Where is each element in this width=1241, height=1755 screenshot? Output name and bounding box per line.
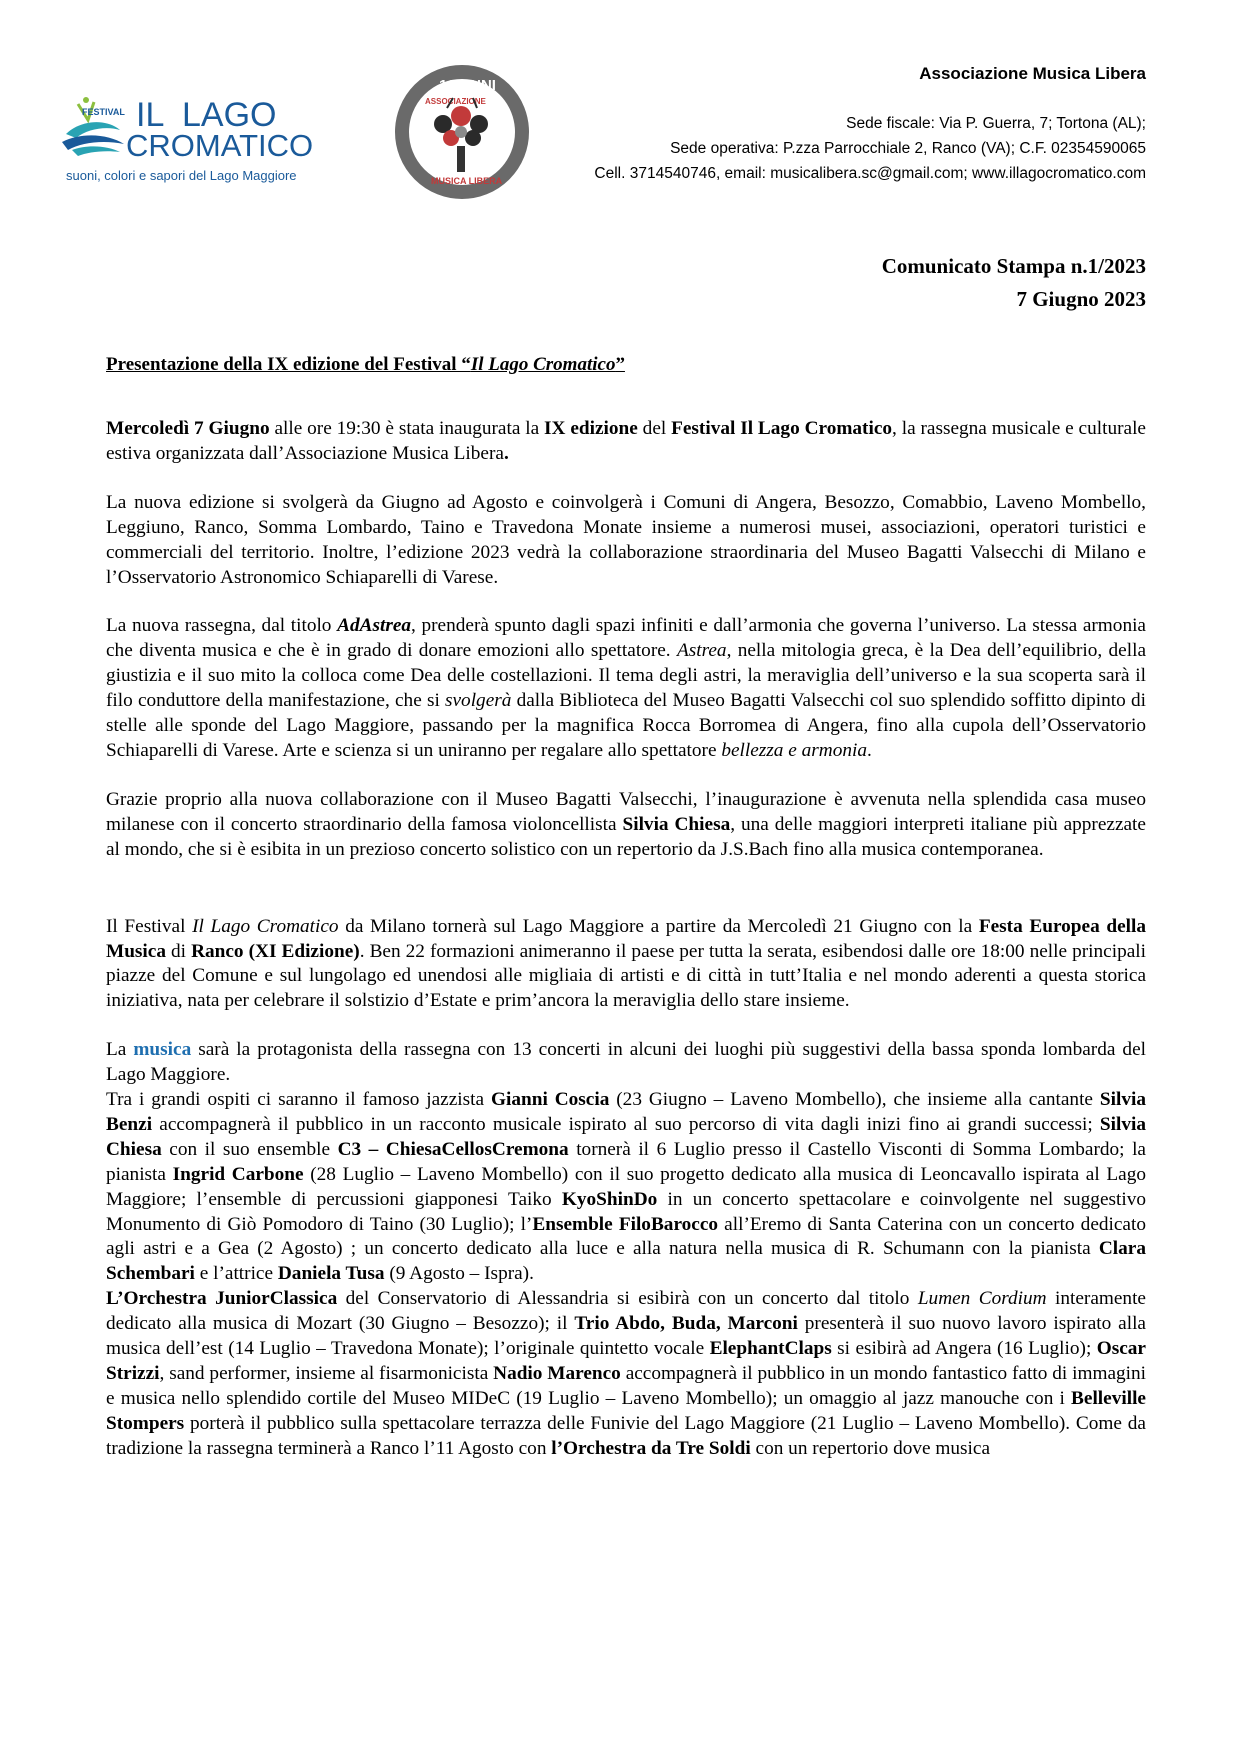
text-run: C3 – ChiesaCellosCremona [337, 1138, 569, 1160]
document-title [106, 354, 625, 376]
text-run: del Conservatorio di Alessandria si esibirà con un concerto dal titolo [337, 1288, 918, 1310]
text-run: all’Eremo di Santa Caterina con un concerto dedicato agli astri e a Gea (2 Agosto) ; un concerto dedicato alla luce e alla natura nella musica di R. Schumann con la pianista [106, 1213, 1146, 1260]
text-run: con il suo ensemble [161, 1138, 338, 1160]
text-run [337, 615, 411, 636]
text-run: Il Festival [106, 915, 193, 937]
text-run: Belleville Stompers [106, 1387, 1146, 1434]
text-run: ElephantClaps [709, 1338, 832, 1360]
logo-lago-text: LAGO [182, 96, 277, 134]
press-release-header [882, 250, 1146, 316]
text-run: L’Orchestra JuniorClassica [106, 1288, 338, 1310]
text-run: , una delle maggiori interpreti italiane più apprezzate al mondo, che si è esibita in un prezioso concerto solistico con un repertorio da J.S.Bach fino alla musica contemporanea. [106, 813, 1146, 860]
text-run: AdAstrea [337, 615, 412, 637]
text-run: porterà il pubblico sulla spettacolare terrazza delle Funivie del Lago Maggiore (21 Luglio – Laveno Mombello). Come da tradizione la rassegna terminerà a Ranco l’11 Agosto con [106, 1412, 1146, 1459]
text-run: Trio Abdo, Buda, Marconi [574, 1313, 798, 1335]
text-run: Gianni Coscia [491, 1089, 610, 1111]
text-run: Festival Il Lago Cromatico [671, 418, 893, 439]
text-run: interamente dedicato alla musica di Mozart (30 Giugno – Besozzo); il [106, 1288, 1146, 1335]
text-run: Il Lago Cromatico [192, 915, 339, 937]
text-run: Ranco (XI Edizione) [191, 940, 360, 962]
text-run: Nadio Marenco [493, 1363, 621, 1384]
paragraph [106, 491, 1146, 591]
text-run: Tra i grandi ospiti ci saranno il famoso jazzista [106, 1089, 491, 1111]
text-run: bellezza e armonia [721, 739, 867, 761]
association-anniversary-logo [395, 60, 530, 210]
organization-contacts [594, 111, 1146, 186]
logo-associazione-text: ASSOCIAZIONE [425, 97, 486, 106]
text-run: . Ben 22 formazioni animeranno il paese per tutta la serata, esibendosi dalle ore 18:00 nelle principali piazze del Comune e sul lungolago ed unendosi alle migliaia di artisti e di città in tutt’Italia e nel mondo aderenti a questa storica iniziativa, nata per celebrare il solstizio d’Estate e prim’ancora la meraviglia dello stare insieme. [106, 940, 1147, 1012]
text-run: . [503, 442, 509, 464]
text-run: sarà la protagonista della rassegna con 13 concerti in alcuni dei luoghi più suggestivi della bassa sponda lombarda del Lago Maggiore. [106, 1039, 1146, 1086]
text-run: presenterà il suo nuovo lavoro ispirato alla musica dell’est (14 Luglio – Travedona Monate); l’originale quintetto vocale [106, 1313, 1146, 1360]
paragraph [106, 417, 1146, 467]
text-run: con un repertorio dove musica [750, 1437, 991, 1459]
text-run: Ensemble FiloBarocco [532, 1213, 719, 1235]
organization-name: Associazione Musica Libera [919, 64, 1146, 83]
text-run: musica [133, 1039, 192, 1061]
text-run: IX edizione [544, 418, 638, 439]
text-run: Oscar Strizzi [106, 1338, 1146, 1384]
paragraph [106, 1038, 1146, 1088]
text-run: Lumen Cordium [917, 1288, 1047, 1310]
logo-il-text: IL [136, 96, 165, 134]
logo-10-anni-text: 10 ANNI [439, 77, 496, 94]
text-run: Silvia Benzi [106, 1089, 1146, 1135]
text-run: (23 Giugno – Laveno Mombello), che insieme alla cantante [609, 1089, 1100, 1111]
text-run: Clara Schembari [106, 1238, 1146, 1285]
text-run: Silvia Chiesa [622, 813, 731, 835]
text-run: si esibirà ad Angera (16 Luglio); [831, 1338, 1097, 1360]
text-run: da Milano tornerà sul Lago Maggiore a partire da Mercoledì 21 Giugno con la [338, 915, 979, 937]
text-run: , nella mitologia greca, è la Dea dell’equilibrio, della giustizia e il suo mito la colloca come Dea delle costellazioni. Il tema degli astri, la meraviglia dell’universo e la sua scoperta sarà il filo conduttore della manifestazione, che si [106, 640, 1146, 712]
text-run: e l’attrice [194, 1263, 278, 1285]
text-run: Mercoledì 7 Giugno [106, 418, 270, 439]
text-run: Festa Europea della Musica [106, 915, 1146, 962]
text-run: (28 Luglio – Laveno Mombello) con il suo progetto dedicato alla musica di Leoncavallo ispirata al Lago Maggiore; l’ensemble di percussioni giapponesi Taiko [106, 1163, 1146, 1210]
text-run: La nuova rassegna, dal titolo [106, 615, 338, 637]
sede-operativa: Sede operativa: P.zza Parrocchiale 2, Ranco (VA); C.F. 02354590065 [670, 140, 1146, 157]
text-run: Grazie proprio alla nuova collaborazione con il Museo Bagatti Valsecchi, l’inaugurazione è avvenuta nella splendida casa museo milanese con il concerto straordinario della famosa violoncellista [106, 788, 1146, 835]
text-run: svolgerà [445, 690, 512, 712]
paragraph [106, 1088, 1146, 1287]
document-body [106, 417, 1146, 1462]
logo-festival-text: FESTIVAL [82, 107, 125, 117]
text-run: tornerà il 6 Luglio presso il Castello Visconti di Somma Lombardo; la pianista [106, 1138, 1146, 1185]
logo-tagline: suoni, colori e sapori del Lago Maggiore [66, 168, 297, 183]
text-run: accompagnerà il pubblico in un mondo fantastico fatto di immagini e musica nello splendido cortile del Museo MIDeC (19 Luglio – Laveno Mombello); un omaggio al jazz manouche con i [106, 1363, 1147, 1409]
text-run: , sand performer, insieme al fisarmonicista [159, 1363, 494, 1384]
text-run: l’Orchestra da Tre Soldi [551, 1437, 751, 1459]
text-run: di [165, 940, 192, 962]
paragraph [106, 915, 1146, 1015]
text-run: Daniela Tusa [277, 1263, 385, 1285]
text-run: La nuova edizione si svolgerà da Giugno ad Agosto e coinvolgerà i Comuni di Angera, Besozzo, Comabbio, Laveno Mombello, Leggiuno, Ranco, Somma Lombardo, Taino e Travedona Monate insieme a numerosi musei, associazioni, operatori turistici e commerciali del territorio. Inoltre, l’edizione 2023 vedrà la collaborazione straordinaria del Museo Bagatti Valsecchi di Milano e l’Osservatorio Astronomico Schiaparelli di Varese. [106, 491, 1146, 588]
text-run: Ingrid Carbone [172, 1163, 304, 1185]
text-run: del [637, 418, 672, 439]
text-run: dalla Biblioteca del Museo Bagatti Valsecchi col suo splendido soffitto dipinto di stelle alle sponde del Lago Maggiore, passando per la magnifica Rocca Borromea di Angera, fino alla cupola dell’Osservatorio Schiaparelli di Varese. Arte e scienza si un uniranno per regalare allo spettatore [106, 690, 1146, 761]
text-run: KyoShinDo [561, 1188, 658, 1210]
text-run: , la rassegna musicale e culturale estiva organizzata dall’Associazione Musica Libera [106, 418, 1146, 464]
press-release-number: Comunicato Stampa n.1/2023 [881, 254, 1146, 278]
contact-info: Cell. 3714540746, email: musicalibera.sc@gmail.com; www.illagocromatico.com [594, 165, 1146, 182]
logo-cromatico-text: CROMATICO [126, 128, 314, 163]
text-run: accompagnerà il pubblico in un racconto musicale ispirato al suo percorso di vita dagli inizi fino ai grandi successi; [152, 1113, 1100, 1135]
text-run: Silvia Chiesa [106, 1113, 1146, 1160]
text-run: (9 Agosto – Ispra). [384, 1263, 534, 1285]
text-run: Astrea [676, 640, 727, 662]
title-suffix: ” [615, 354, 625, 375]
text-run: , prenderà spunto dagli spazi infiniti e dall’armonia che governa l’universo. La stessa armonia che diventa musica e che è in grado di donare emozioni allo spettatore. [106, 615, 1146, 662]
title-prefix: Presentazione della IX edizione del Festival “ [106, 354, 471, 375]
text-run: La [106, 1039, 134, 1061]
title-festival-name: Il Lago Cromatico [470, 354, 616, 375]
press-release-date: 7 Giugno 2023 [1016, 287, 1146, 311]
paragraph [106, 788, 1146, 863]
logo-musica-libera-text: MUSICA LIBERA [431, 176, 503, 186]
paragraph [106, 614, 1146, 763]
sede-fiscale: Sede fiscale: Via P. Guerra, 7; Tortona (AL); [846, 115, 1146, 132]
festival-logo [58, 82, 358, 192]
text-run: . [867, 739, 872, 761]
paragraph [106, 1287, 1146, 1461]
text-run: in un concerto spettacolare e coinvolgente nel suggestivo Monumento di Giò Pomodoro di Taino (30 Luglio); l’ [106, 1188, 1146, 1235]
text-run: alle ore 19:30 è stata inaugurata la [269, 418, 545, 439]
